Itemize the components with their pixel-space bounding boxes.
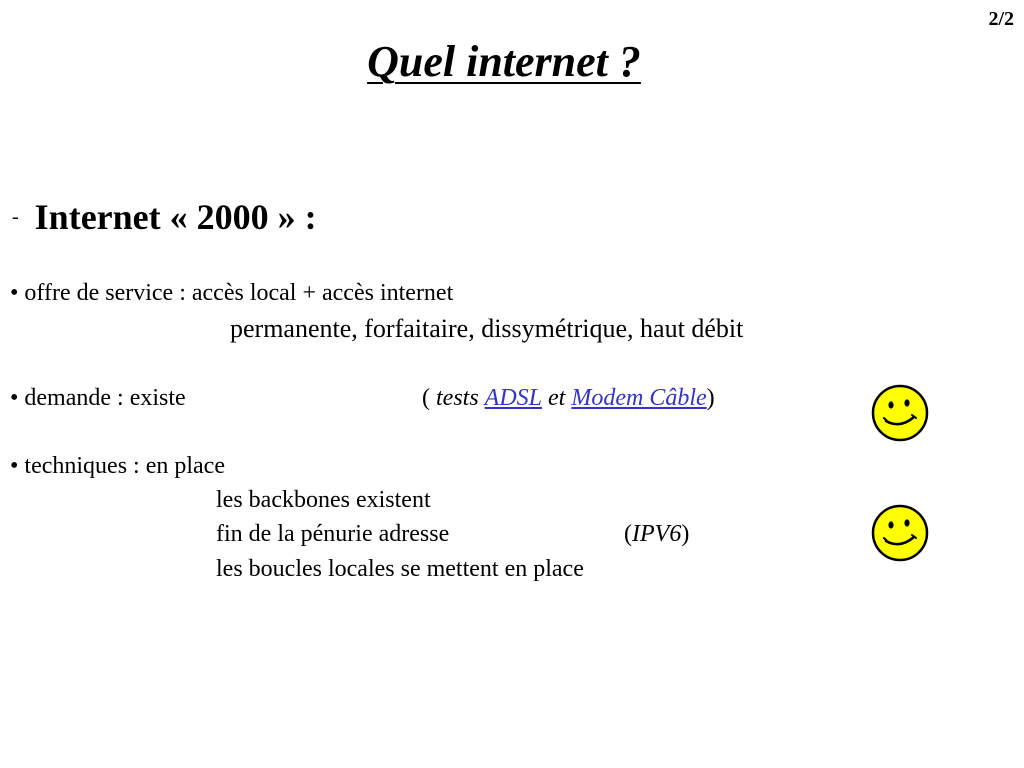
modem-cable-link[interactable]: Modem Câble (571, 385, 707, 411)
techniques-item-3: les boucles locales se mettent en place (216, 556, 584, 582)
ipv6-label: IPV6 (632, 521, 682, 547)
techniques-item-1: les backbones existent (216, 487, 431, 513)
demande-tests (422, 385, 715, 412)
et-label: et (548, 385, 566, 411)
ipv6-note (624, 521, 689, 548)
ipv6-paren-open: ( (624, 521, 632, 547)
heading-dash: - (12, 206, 19, 228)
adsl-link[interactable]: ADSL (484, 385, 543, 411)
slide-title: Quel internet ? (367, 37, 641, 86)
ipv6-paren-close: ) (681, 521, 690, 547)
demande-label: • demande : existe (10, 385, 186, 411)
section-heading (12, 196, 317, 238)
smiley-icon (870, 503, 930, 563)
techniques-item-2: fin de la pénurie adresse (216, 521, 450, 547)
paren-open: ( (422, 385, 436, 411)
offre-label: • offre de service : accès local + accès internet (10, 280, 454, 306)
tests-label: tests (436, 385, 479, 411)
techniques-label: • techniques : en place (10, 453, 225, 479)
paren-close: ) (706, 385, 715, 411)
smiley-icon (870, 383, 930, 443)
heading-text: Internet « 2000 » : (34, 197, 317, 237)
page-number: 2/2 (988, 8, 1014, 30)
offre-details: permanente, forfaitaire, dissymétrique, haut débit (230, 314, 744, 343)
